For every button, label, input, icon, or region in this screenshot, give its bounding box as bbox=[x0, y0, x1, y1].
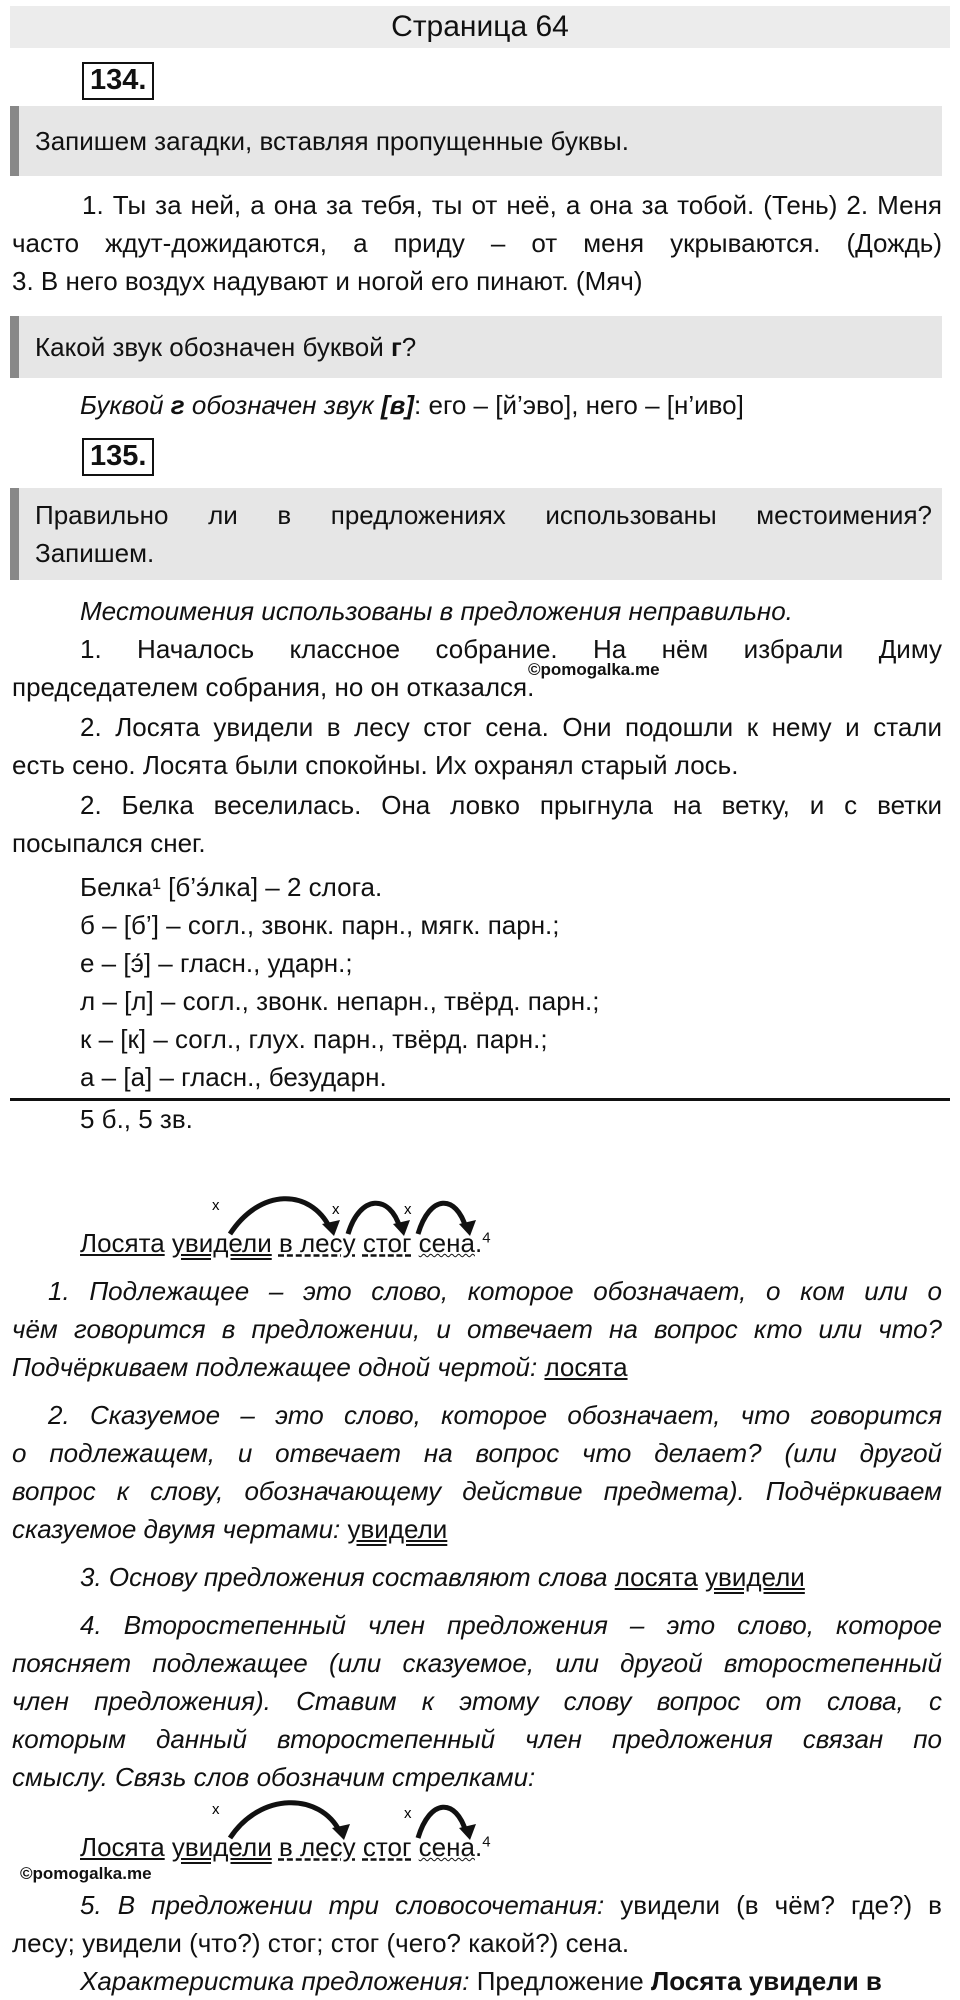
question-box-134 bbox=[10, 106, 942, 176]
text: 2. Белка веселилась. Она ловко прыгнула на ветку, и с ветки bbox=[80, 790, 942, 820]
text: Характеристика предложения: bbox=[80, 1966, 477, 1996]
mark-x: x bbox=[332, 1201, 340, 1218]
answer-sound: [в] bbox=[381, 390, 415, 420]
parsed-sentence-2 bbox=[80, 1832, 491, 1863]
text: вопрос к слову, обозначающему действие предмета). Подчёркиваем bbox=[12, 1476, 942, 1506]
predicate-word: увидели bbox=[171, 1832, 272, 1862]
sentence-3-line-1 bbox=[12, 790, 942, 821]
question-box-135 bbox=[10, 488, 942, 580]
text: 5. В предложении три словосочетания: bbox=[80, 1890, 621, 1920]
question-text: Какой звук обозначен буквой bbox=[35, 332, 391, 362]
subject-example: лосята bbox=[544, 1352, 628, 1382]
task-number-134: 134. bbox=[82, 62, 154, 100]
sound-answer bbox=[80, 390, 744, 421]
period: . bbox=[474, 1228, 483, 1258]
text: 2. Сказуемое – это слово, которое обозначает, что говорится bbox=[48, 1400, 942, 1430]
phonetic-line-4: л – [л] – согл., звонк. непарн., твёрд. парн.; bbox=[80, 986, 600, 1016]
superscript: 4 bbox=[482, 1833, 491, 1851]
text: чём говорится в предложении, и отвечает на вопрос кто или что? bbox=[12, 1314, 942, 1344]
mark-x: x bbox=[404, 1201, 412, 1218]
parsed-sentence-1 bbox=[80, 1228, 491, 1259]
predicate-def-line-1 bbox=[12, 1400, 942, 1431]
secondary-def-line-4 bbox=[12, 1724, 942, 1755]
predicate-word: увидели bbox=[171, 1228, 272, 1258]
sentence-1-line-2: председателем собрания, но он отказался. bbox=[12, 672, 535, 702]
phonetic-line-2: б – [б’] – согл., звонк. парн., мягк. парн.; bbox=[80, 910, 560, 940]
watermark: ©pomogalka.me bbox=[528, 660, 660, 679]
divider-line bbox=[10, 1098, 950, 1101]
subject-def-line-1 bbox=[12, 1276, 942, 1307]
subject-def-line-2 bbox=[12, 1314, 942, 1345]
sentence-base bbox=[80, 1562, 805, 1593]
answer-text: Буквой bbox=[80, 390, 171, 420]
predicate-example: увидели bbox=[347, 1514, 448, 1544]
attribute-word: сена bbox=[418, 1832, 475, 1862]
question-text: Правильно ли в предложениях использованы местоимения? bbox=[35, 500, 932, 530]
phrases-line-1 bbox=[12, 1890, 942, 1921]
text: 3. Основу предложения составляют слова bbox=[80, 1562, 615, 1592]
letter-sound-count: 5 б., 5 зв. bbox=[80, 1104, 193, 1134]
task-number-135: 135. bbox=[82, 438, 154, 476]
subject-example: лосята bbox=[614, 1562, 698, 1592]
object-word: стог bbox=[362, 1832, 412, 1862]
mark-x: x bbox=[404, 1805, 412, 1822]
sentence-3-line-2: посыпался снег. bbox=[12, 828, 206, 858]
text: Предложение bbox=[476, 1966, 651, 1996]
sentence-characteristic bbox=[80, 1966, 882, 1997]
secondary-def-line-2 bbox=[12, 1648, 942, 1679]
period: . bbox=[474, 1832, 483, 1862]
phonetic-line-3: е – [э́] – гласн., ударн.; bbox=[80, 948, 353, 978]
text: которым данный второстепенный член предложения связан по bbox=[12, 1724, 942, 1754]
question-mark: ? bbox=[401, 332, 417, 362]
letter-g: г bbox=[390, 332, 402, 362]
bold-text: Лосята увидели в bbox=[650, 1966, 882, 1996]
text: сказуемое двумя чертами: bbox=[12, 1514, 348, 1544]
secondary-def-line-1 bbox=[12, 1610, 942, 1641]
sentence-2-line-2: есть сено. Лосята были спокойны. Их охранял старый лось. bbox=[12, 750, 739, 780]
predicate-def-line-4 bbox=[12, 1514, 447, 1545]
riddle-text: 1. Ты за ней, а она за тебя, ты от неё, а она за тобой. (Тень) 2. Меня bbox=[82, 190, 942, 220]
predicate-example: увидели bbox=[705, 1562, 805, 1592]
text: 4. Второстепенный член предложения – это слово, которое bbox=[80, 1610, 942, 1640]
subject-def-line-3 bbox=[12, 1352, 628, 1383]
predicate-def-line-3 bbox=[12, 1476, 942, 1507]
question-text: Запишем загадки, вставляя пропущенные буквы. bbox=[35, 126, 629, 156]
mark-x: x bbox=[212, 1801, 220, 1818]
superscript: 4 bbox=[482, 1229, 491, 1247]
text: 1. Подлежащее – это слово, которое обозначает, о ком или о bbox=[48, 1276, 942, 1306]
pronoun-intro: Местоимения использованы в предложения неправильно. bbox=[80, 596, 793, 626]
phonetic-line-5: к – [к] – согл., глух. парн., твёрд. парн.; bbox=[80, 1024, 548, 1054]
riddle-line-3: 3. В него воздух надувают и ногой его пинают. (Мяч) bbox=[12, 266, 643, 296]
subject-word: Лосята bbox=[80, 1832, 165, 1862]
question-box-sound bbox=[10, 316, 942, 378]
text: 2. Лосята увидели в лесу стог сена. Они подошли к нему и стали bbox=[80, 712, 942, 742]
secondary-def-line-3 bbox=[12, 1686, 942, 1717]
object-word: стог bbox=[362, 1228, 412, 1258]
text: поясняет подлежащее (или сказуемое, или другой второстепенный bbox=[12, 1648, 942, 1678]
text: Подчёркиваем подлежащее одной чертой: bbox=[12, 1352, 545, 1382]
riddle-text: часто ждут-дожидаются, а приду – от меня укрываются. (Дождь) bbox=[12, 228, 942, 258]
phrases-line-2: лесу; увидели (что?) стог; стог (чего? какой?) сена. bbox=[12, 1928, 630, 1958]
text: увидели (в чём? где?) в bbox=[620, 1890, 942, 1920]
text: член предложения). Ставим к этому слову вопрос от слова, с bbox=[12, 1686, 942, 1716]
adverbial-word: в лесу bbox=[278, 1832, 356, 1862]
question-text: Запишем. bbox=[35, 538, 155, 568]
sentence-2-line-1 bbox=[12, 712, 942, 743]
text: 1. Началось классное собрание. На нём избрали Диму bbox=[80, 634, 942, 664]
text: о подлежащем, и отвечает на вопрос что делает? (или другой bbox=[12, 1438, 942, 1468]
watermark: ©pomogalka.me bbox=[20, 1864, 152, 1883]
riddle-line-2 bbox=[12, 228, 942, 259]
phonetic-line-1: Белка¹ [б’э́лка] – 2 слога. bbox=[80, 872, 383, 902]
answer-text: : его – [й’эво], него – [н’иво] bbox=[414, 390, 744, 420]
secondary-def-line-5: смыслу. Связь слов обозначим стрелками: bbox=[12, 1762, 536, 1792]
answer-letter: г bbox=[170, 390, 185, 420]
attribute-word: сена bbox=[418, 1228, 475, 1258]
riddle-line-1 bbox=[12, 190, 942, 221]
page-title: Страница 64 bbox=[10, 6, 950, 48]
answer-text: обозначен звук bbox=[184, 390, 382, 420]
sentence-1-line-1 bbox=[12, 634, 942, 665]
adverbial-word: в лесу bbox=[278, 1228, 356, 1258]
subject-word: Лосята bbox=[80, 1228, 165, 1258]
mark-x: x bbox=[212, 1197, 220, 1214]
predicate-def-line-2 bbox=[12, 1438, 942, 1469]
phonetic-line-6: а – [а] – гласн., безударн. bbox=[80, 1062, 387, 1092]
